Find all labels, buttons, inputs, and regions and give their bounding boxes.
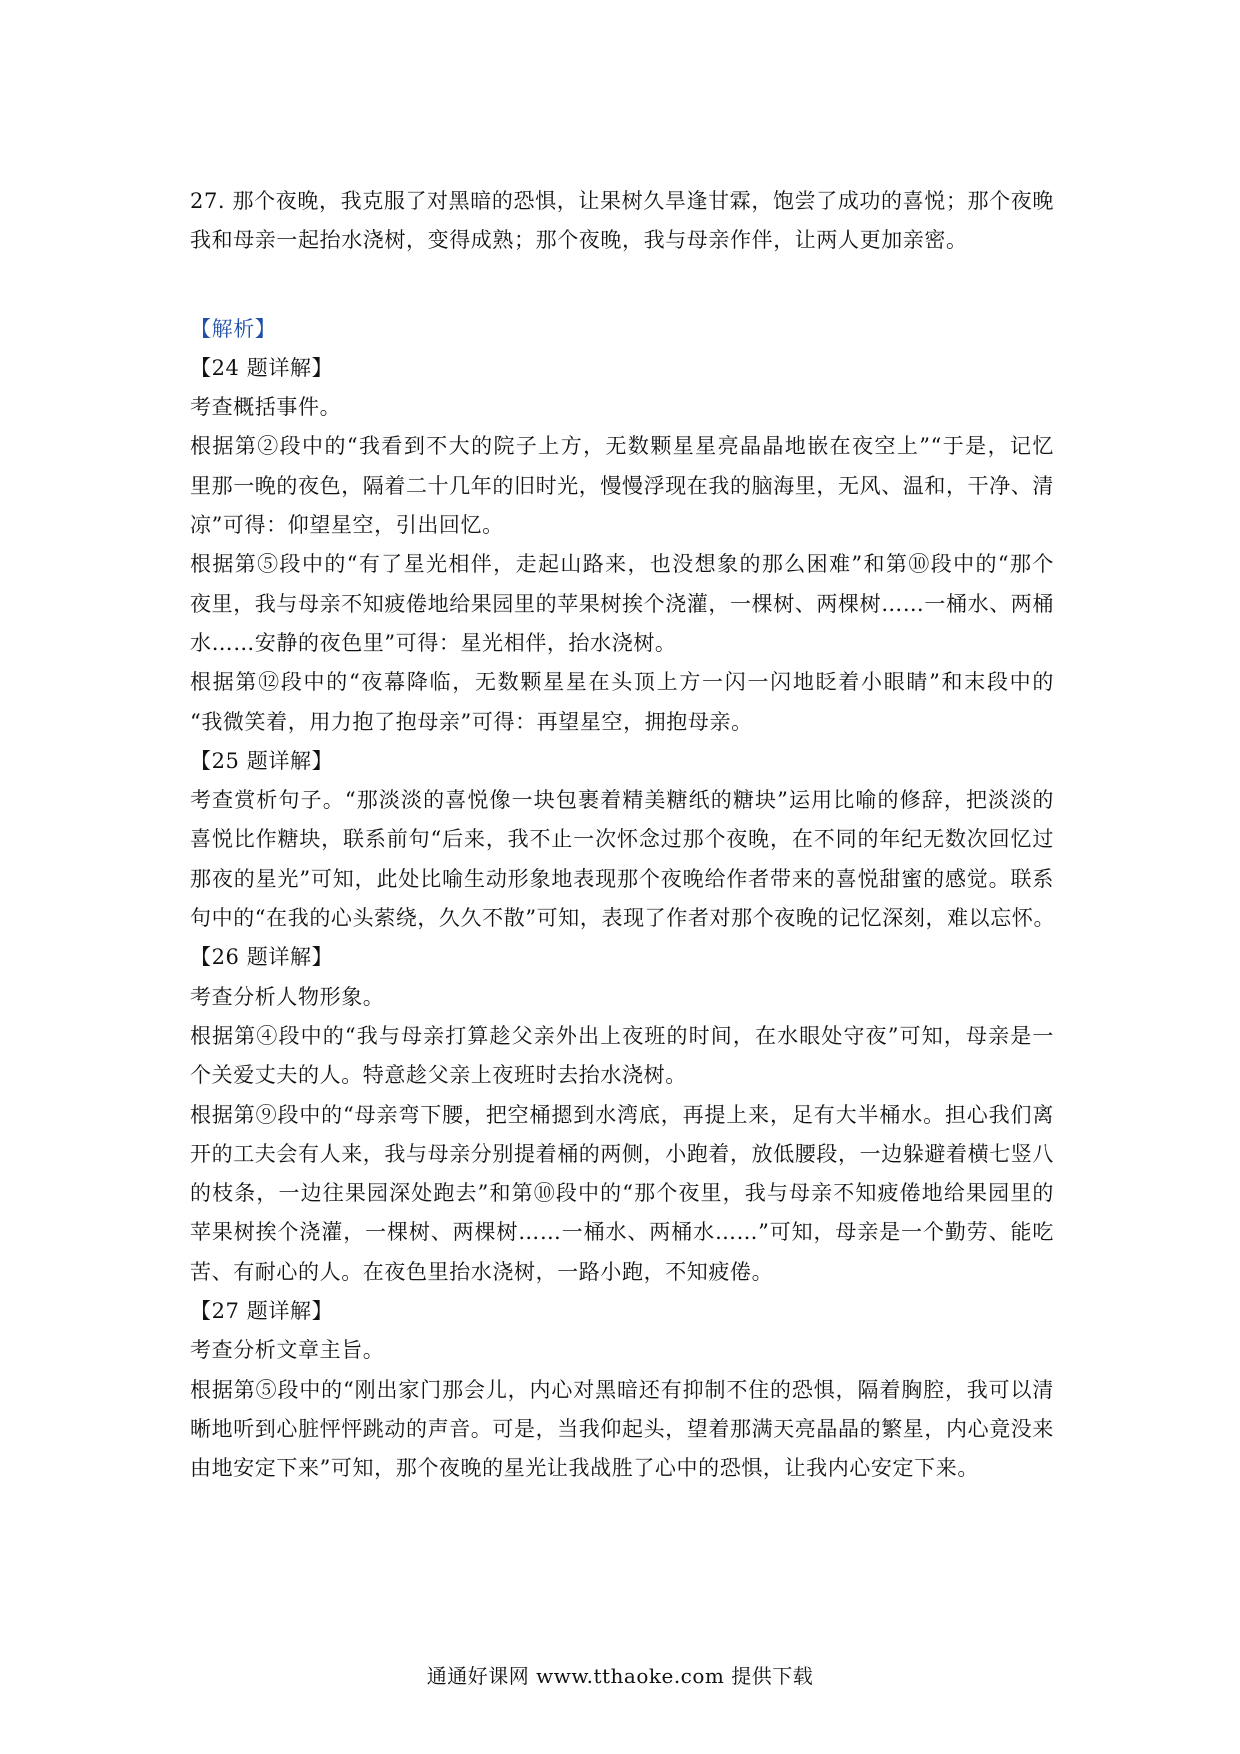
answer-27 — [190, 182, 1054, 261]
section-heading-25: 【25 题详解】 — [190, 748, 334, 773]
section-24-line-1: 根据第②段中的“我看到不大的院子上方，无数颗星星亮晶晶地嵌在夜空上”“于是，记忆 — [190, 434, 1054, 459]
analysis-label: 【解析】 — [190, 316, 277, 341]
answer-27-line-2: 我和母亲一起抬水浇树，变得成熟；那个夜晚，我与母亲作伴，让两人更加亲密。 — [190, 228, 968, 253]
section-25-line-1: 考查赏析句子。“那淡淡的喜悦像一块包裹着精美糖纸的糖块”运用比喻的修辞，把淡淡的 — [190, 788, 1054, 813]
answer-27-line-1: 27. 那个夜晚，我克服了对黑暗的恐惧，让果树久旱逢甘霖，饱尝了成功的喜悦；那个夜晚 — [190, 189, 1054, 213]
section-heading-24: 【24 题详解】 — [190, 355, 334, 380]
section-27-line-1: 根据第⑤段中的“刚出家门那会儿，内心对黑暗还有抑制不住的恐惧，隔着胸腔，我可以清 — [190, 1377, 1054, 1402]
section-27 — [190, 1292, 1054, 1488]
section-27-line-2: 晰地听到心脏怦怦跳动的声音。可是，当我仰起头，望着那满天亮晶晶的繁星，内心竟没来 — [190, 1416, 1054, 1441]
section-24 — [190, 349, 1054, 742]
section-24-line-2: 里那一晚的夜色，隔着二十几年的旧时光，慢慢浮现在我的脑海里，无风、温和，干净、清 — [190, 473, 1054, 498]
section-26-line-5: 的枝条，一边往果园深处跑去”和第⑩段中的“那个夜里，我与母亲不知疲倦地给果园里的 — [190, 1181, 1054, 1206]
section-24-line-6: 水……安静的夜色里”可得：星光相伴，抬水浇树。 — [190, 630, 677, 655]
section-topic-24: 考查概括事件。 — [190, 395, 342, 420]
section-26-line-4: 开的工夫会有人来，我与母亲分别提着桶的两侧，小跑着，放低腰段，一边躲避着横七竖八 — [190, 1141, 1054, 1166]
section-24-line-7: 根据第⑫段中的“夜幕降临，无数颗星星在头顶上方一闪一闪地眨着小眼睛”和末段中的 — [190, 670, 1054, 695]
section-24-line-4: 根据第⑤段中的“有了星光相伴，走起山路来，也没想象的那么困难”和第⑩段中的“那个 — [190, 552, 1054, 577]
section-27-line-3: 由地安定下来”可知，那个夜晚的星光让我战胜了心中的恐惧，让我内心安定下来。 — [190, 1456, 979, 1481]
section-24-line-3: 凉”可得：仰望星空，引出回忆。 — [190, 513, 504, 538]
page-content — [190, 182, 1054, 1489]
section-25-line-3: 那夜的星光”可知，此处比喻生动形象地表现那个夜晚给作者带来的喜悦甜蜜的感觉。联系 — [190, 866, 1054, 891]
section-26 — [190, 938, 1054, 1292]
page-footer: 通通好课网 www.tthaoke.com 提供下载 — [426, 1664, 814, 1688]
section-25-line-2: 喜悦比作糖块，联系前句“后来，我不止一次怀念过那个夜晚，在不同的年纪无数次回忆过 — [190, 827, 1054, 852]
section-24-line-8: “我微笑着，用力抱了抱母亲”可得：再望星空，拥抱母亲。 — [190, 709, 753, 734]
section-25-line-4: 句中的“在我的心头萦绕，久久不散”可知，表现了作者对那个夜晚的记忆深刻，难以忘怀。 — [190, 906, 1056, 931]
section-26-line-7: 苦、有耐心的人。在夜色里抬水浇树，一路小跑，不知疲倦。 — [190, 1259, 774, 1284]
section-24-line-5: 夜里，我与母亲不知疲倦地给果园里的苹果树挨个浇灌，一棵树、两棵树……一桶水、两桶 — [190, 591, 1054, 616]
section-26-line-3: 根据第⑨段中的“母亲弯下腰，把空桶摁到水湾底，再提上来，足有大半桶水。担心我们离 — [190, 1102, 1054, 1127]
section-heading-26: 【26 题详解】 — [190, 945, 334, 970]
section-25 — [190, 742, 1054, 938]
section-26-line-2: 个关爱丈夫的人。特意趁父亲上夜班时去抬水浇树。 — [190, 1063, 687, 1088]
paragraph-gap — [190, 261, 1054, 310]
section-26-line-6: 苹果树挨个浇灌，一棵树、两棵树……一桶水、两桶水……”可知，母亲是一个勤劳、能吃 — [190, 1220, 1054, 1245]
section-topic-26: 考查分析人物形象。 — [190, 984, 385, 1009]
section-topic-27: 考查分析文章主旨。 — [190, 1338, 385, 1363]
section-26-line-1: 根据第④段中的“我与母亲打算趁父亲外出上夜班的时间，在水眼处守夜”可知，母亲是一 — [190, 1023, 1054, 1048]
section-heading-27: 【27 题详解】 — [190, 1299, 334, 1324]
